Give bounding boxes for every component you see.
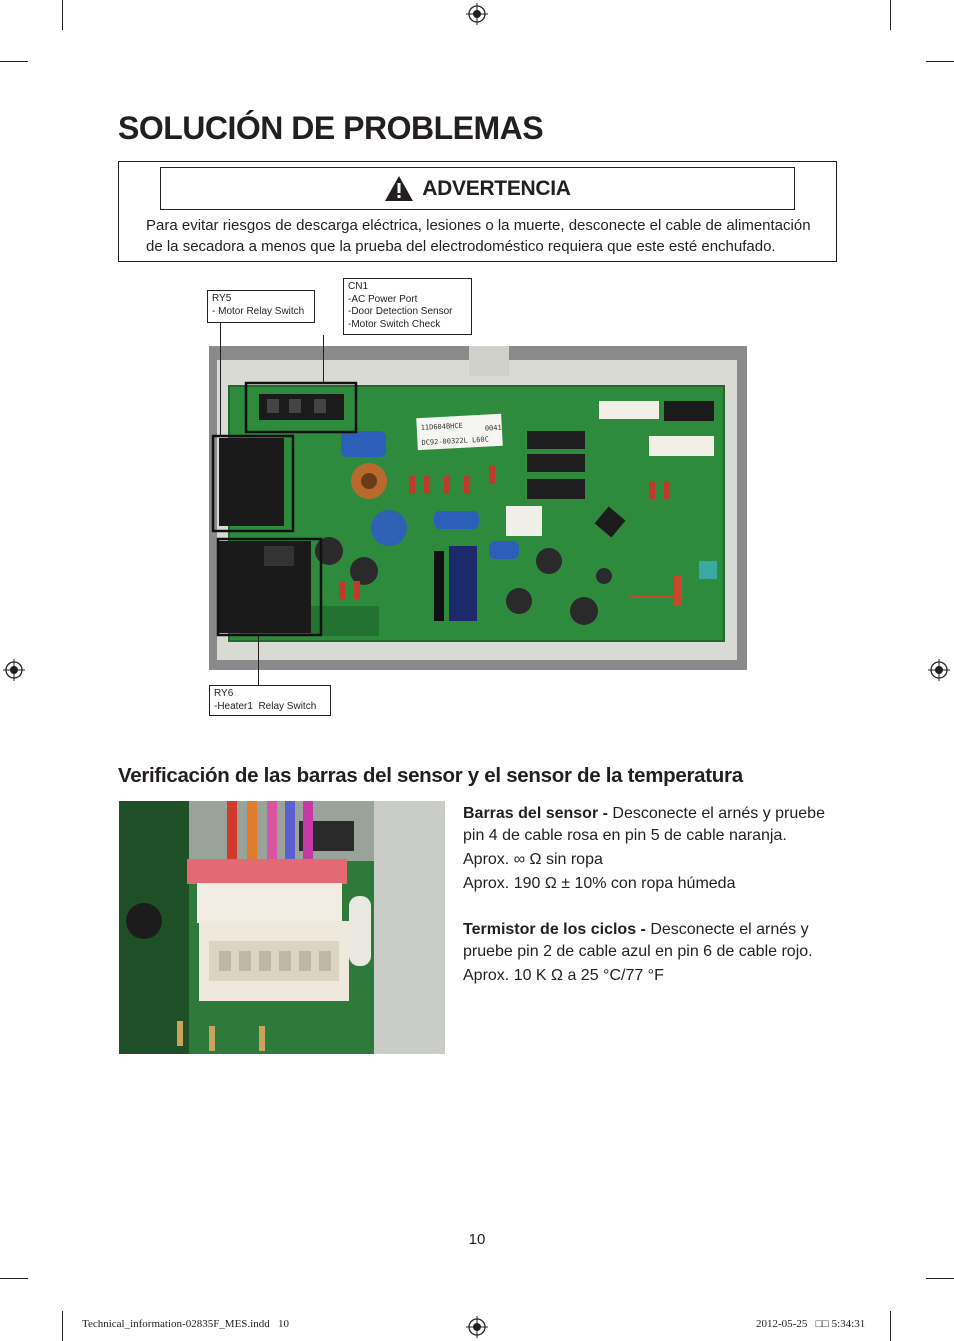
callout-cn1-name: CN1 bbox=[348, 281, 369, 292]
section-title: Verificación de las barras del sensor y el sensor de la temperatura bbox=[118, 764, 743, 787]
registration-mark-icon bbox=[928, 659, 950, 681]
ry6-leader-line bbox=[258, 635, 259, 686]
sensor-bars-value1: Aprox. ∞ Ω sin ropa bbox=[463, 851, 603, 868]
control-board-photo bbox=[209, 346, 747, 670]
crop-mark bbox=[890, 1311, 891, 1341]
warning-header bbox=[160, 167, 795, 210]
cn1-leader-line bbox=[323, 335, 324, 383]
ry5-leader-line bbox=[220, 322, 221, 436]
sticker-line2: 0041 bbox=[484, 423, 502, 433]
warning-triangle-icon bbox=[384, 175, 414, 202]
crop-mark bbox=[926, 1278, 954, 1279]
warning-label: ADVERTENCIA bbox=[422, 176, 571, 200]
registration-mark-icon bbox=[3, 659, 25, 681]
sensor-bars-value2: Aprox. 190 Ω ± 10% con ropa húmeda bbox=[463, 875, 736, 892]
callout-ry5-name: RY5 bbox=[212, 293, 232, 304]
registration-mark-icon bbox=[466, 3, 488, 25]
footer-timestamp: 2012-05-25 □□ 5:34:31 bbox=[756, 1318, 866, 1330]
sensor-description bbox=[463, 803, 843, 987]
crop-mark bbox=[890, 0, 891, 30]
crop-mark bbox=[62, 1311, 63, 1341]
callout-ry5 bbox=[207, 290, 315, 323]
page-title: SOLUCIÓN DE PROBLEMAS bbox=[118, 110, 544, 146]
callout-ry6-line1: -Heater1 Relay Switch bbox=[214, 700, 317, 712]
callout-ry6-name: RY6 bbox=[214, 688, 234, 699]
thermistor-paragraph bbox=[463, 919, 843, 963]
thermistor-value: Aprox. 10 K Ω a 25 °C/77 °F bbox=[463, 967, 664, 984]
crop-mark bbox=[62, 0, 63, 30]
crop-mark bbox=[0, 1278, 28, 1279]
callout-ry5-line1: - Motor Relay Switch bbox=[212, 305, 305, 317]
callout-cn1-line1: -AC Power Port bbox=[348, 293, 418, 305]
sensor-bars-paragraph bbox=[463, 803, 843, 847]
callout-cn1-line2: -Door Detection Sensor bbox=[348, 306, 453, 317]
registration-mark-icon bbox=[466, 1316, 488, 1338]
thermistor-text: Desconecte el arnés y pruebe pin 2 de cable azul en pin 6 de cable rojo. bbox=[463, 921, 813, 960]
sticker-line1: 11D604BHCE bbox=[420, 421, 464, 432]
crop-mark bbox=[0, 61, 28, 62]
callout-ry6 bbox=[209, 685, 331, 716]
warning-text: Para evitar riesgos de descarga eléctrica, lesiones o la muerte, desconecte el cable de alimentación de la secadora a menos que la prueba del electrodoméstico requiera que este esté enchufado. bbox=[146, 217, 811, 255]
sensor-harness-photo bbox=[119, 801, 445, 1054]
warning-box bbox=[118, 161, 837, 262]
thermistor-label: Termistor de los ciclos - bbox=[463, 921, 651, 938]
footer-filename: Technical_information-02835F_MES.indd 10 bbox=[82, 1318, 289, 1330]
page-number: 10 bbox=[468, 1231, 486, 1248]
callout-cn1 bbox=[343, 278, 472, 335]
crop-mark bbox=[926, 61, 954, 62]
callout-cn1-line3: -Motor Switch Check bbox=[348, 318, 441, 330]
sensor-bars-label: Barras del sensor - bbox=[463, 805, 613, 822]
sticker-line3: DC92-00322L L60C bbox=[421, 435, 490, 447]
sensor-bars-text: Desconecte el arnés y pruebe pin 4 de cable rosa en pin 5 de cable naranja. bbox=[463, 805, 825, 844]
